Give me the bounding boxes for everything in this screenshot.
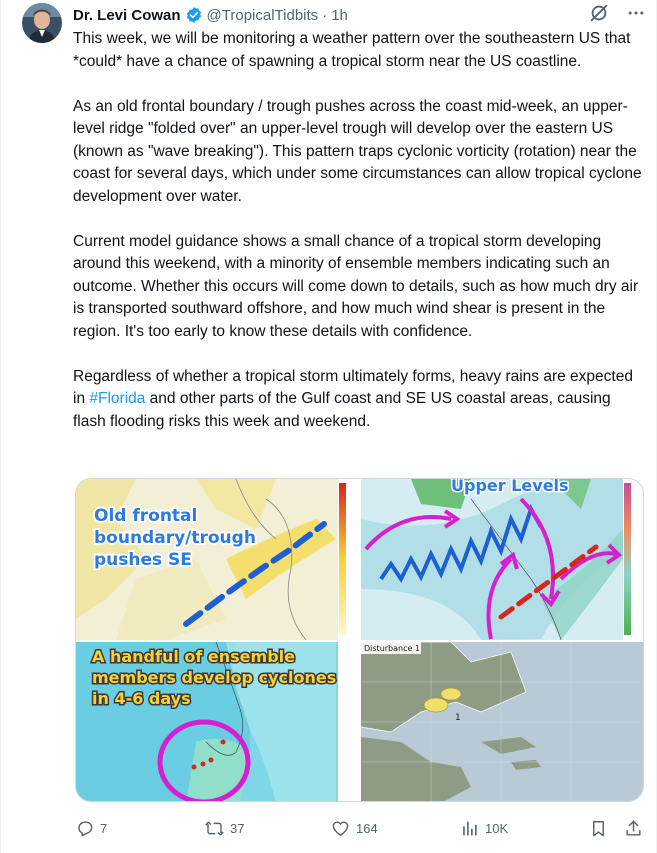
repost-count: 37 (230, 820, 245, 836)
share-button[interactable] (624, 819, 643, 838)
bookmark-button[interactable] (589, 819, 608, 838)
heart-icon (331, 819, 350, 838)
paragraph-4-text-before: Regardless of whether a tropical storm ultimately forms, heavy rains are expected in (73, 367, 633, 407)
author-name[interactable]: Dr. Levi Cowan (73, 6, 181, 24)
panel1-line-3: pushes SE (94, 550, 192, 570)
grok-icon[interactable] (588, 2, 610, 24)
views-button[interactable] (460, 819, 508, 838)
panel4-title: Disturbance 1 (364, 644, 421, 653)
media-grid (75, 478, 644, 802)
timestamp[interactable]: 1h (331, 6, 348, 24)
separator-dot: · (322, 6, 328, 24)
media-image-3[interactable] (76, 642, 359, 802)
weather-map-ensemble (76, 642, 359, 802)
media-image-2[interactable] (361, 479, 644, 640)
panel1-line-1: Old frontal (94, 506, 198, 526)
panel2-label: Upper Levels (451, 479, 569, 495)
repost-icon (205, 819, 224, 838)
share-icon (624, 819, 643, 838)
media-image-1[interactable] (76, 479, 359, 640)
author-handle[interactable]: @TropicalTidbits (206, 6, 319, 24)
avatar[interactable] (22, 3, 62, 43)
header-actions (588, 2, 646, 24)
paragraph-4-text-after: and other parts of the Gulf coast and SE US coastal areas, causing flash flooding risks this week and weekend. (73, 390, 611, 430)
panel4-marker: 1 (455, 713, 461, 723)
tweet-paragraph-2: As an old frontal boundary / trough pushes across the coast mid-week, an upper-level ridge "folded over" an upper-level trough will develop over the eastern US (known as "wave breaking"). This pattern traps cyclonic vorticity (rotation) near the coast for several days, which under some circumstances can allow tropical cyclone development over water. (73, 97, 642, 205)
weather-map-upper-levels (361, 479, 644, 640)
tweet-paragraph-4 (73, 366, 647, 434)
verified-badge-icon[interactable] (185, 6, 203, 24)
views-chart-icon (460, 819, 479, 838)
tweet-paragraph-1: This week, we will be monitoring a weather pattern over the southeastern US that *could* have a chance of spawning a tropical storm near the US coastline. (73, 30, 631, 70)
repost-button[interactable] (205, 819, 244, 838)
tweet-paragraph-3: Current model guidance shows a small chance of a tropical storm developing around this weekend, with a minority of ensemble members indicating such an outcome. Whether this occurs will come down to details, such as how much dry air is transported southward offshore, and how much wind shear is present in the region. It's too early to know these details with confidence. (73, 232, 639, 340)
like-button[interactable] (331, 819, 378, 838)
reply-icon (75, 819, 94, 838)
panel1-line-2: boundary/trough (94, 528, 256, 548)
panel3-line-2: members develop cyclones (92, 668, 337, 687)
tweet-actions (73, 816, 648, 840)
reply-count: 7 (100, 820, 108, 836)
reply-button[interactable] (75, 819, 107, 838)
panel3-line-1: A handful of ensemble (92, 647, 295, 666)
weather-map-disturbance (361, 642, 644, 802)
panel3-line-3: in 4-6 days (92, 689, 191, 708)
media-image-4[interactable] (361, 642, 644, 802)
views-count: 10K (485, 820, 509, 836)
like-count: 164 (356, 820, 378, 836)
tweet-header (73, 4, 646, 26)
more-options-icon[interactable] (626, 3, 646, 23)
weather-map-frontal-boundary (76, 479, 359, 640)
bookmark-icon (589, 819, 608, 838)
tweet-text (73, 28, 647, 456)
hashtag-link[interactable]: #Florida (89, 390, 146, 407)
